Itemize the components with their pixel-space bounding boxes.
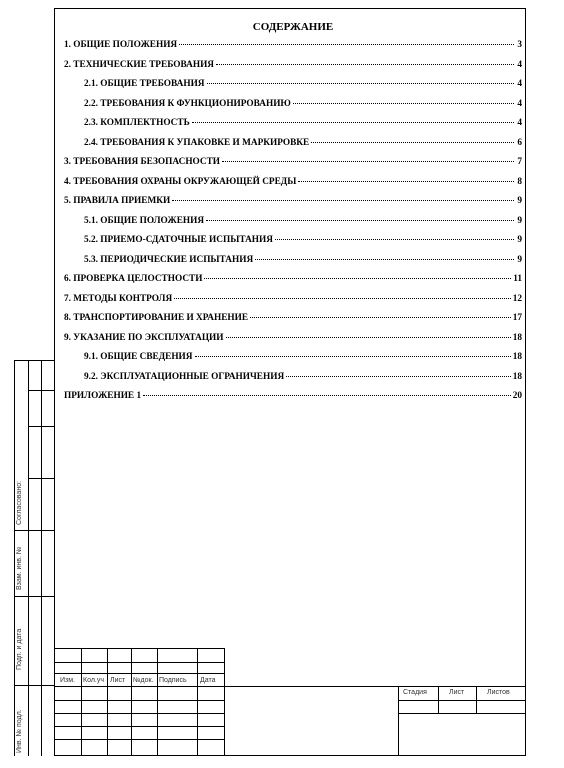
toc-entry (64, 231, 522, 251)
toc-entry-page: 4 (517, 59, 522, 70)
toc-entry-label: 2.4. ТРЕБОВАНИЯ К УПАКОВКЕ И МАРКИРОВКЕ (84, 137, 310, 148)
tb-hline-5 (54, 713, 224, 714)
toc-entry-page: 12 (512, 293, 522, 304)
toc-entry-page: 8 (517, 176, 522, 187)
tb-hline-1 (54, 648, 224, 649)
toc-leader-dots (293, 103, 514, 104)
toc-entry-label: 9.1. ОБЩИЕ СВЕДЕНИЯ (84, 352, 193, 362)
tb-vline-stage-3 (476, 686, 477, 713)
toc-entry (64, 387, 522, 407)
toc-leader-dots (298, 181, 514, 182)
toc-entry-label: 2.1. ОБЩИЕ ТРЕБОВАНИЯ (84, 79, 205, 89)
tb-vline-1 (81, 648, 82, 756)
toc-entry-label: 2.3. КОМПЛЕКТНОСТЬ (84, 118, 190, 128)
toc-entry (64, 75, 522, 95)
toc-leader-dots (195, 356, 511, 357)
toc-entry (64, 95, 522, 115)
toc-entry-page: 18 (512, 332, 522, 343)
tb-col-signature: Подпись (159, 677, 187, 684)
tb-sheet-label: Лист (449, 689, 465, 696)
side-strip-line-3 (28, 478, 54, 479)
toc-leader-dots (207, 83, 514, 84)
tb-stage-label: Стадия (403, 689, 427, 696)
toc-leader-dots (216, 64, 514, 65)
tb-col-sheet: Лист (110, 677, 126, 684)
toc-leader-dots (172, 200, 514, 201)
toc-leader-dots (222, 161, 514, 162)
toc-leader-dots (286, 376, 511, 377)
toc-leader-dots (255, 259, 514, 260)
tb-col-change: Изм. (60, 677, 75, 684)
toc-entry-page: 9 (517, 254, 522, 265)
side-label-signature-date: Подп. и дата (16, 628, 23, 670)
toc-entry-label: 9. УКАЗАНИЕ ПО ЭКСПЛУАТАЦИИ (64, 332, 224, 343)
side-label-original-inv: Инв. № подл. (16, 709, 23, 753)
toc-list (64, 36, 522, 407)
toc-entry (64, 192, 522, 212)
toc-entry (64, 114, 522, 134)
tb-vline-stage-1 (398, 686, 399, 756)
toc-entry-page: 17 (512, 313, 522, 323)
side-label-agreed: Согласовано: (16, 480, 23, 525)
side-strip-border-left (14, 360, 15, 756)
side-strip-line-2 (28, 426, 54, 427)
toc-entry-label: 5.1. ОБЩИЕ ПОЛОЖЕНИЯ (84, 215, 205, 226)
toc-entry-page: 9 (517, 196, 522, 206)
tb-hline-6 (54, 726, 224, 727)
tb-col-count: Кол.уч (83, 677, 104, 684)
side-strip-line-4 (14, 530, 54, 531)
toc-entry-page: 4 (517, 79, 522, 89)
toc-entry-label: 5.3. ПЕРИОДИЧЕСКИЕ ИСПЫТАНИЯ (84, 254, 254, 265)
tb-vline-4 (157, 648, 158, 756)
toc-entry-label: 2.2. ТРЕБОВАНИЯ К ФУНКЦИОНИРОВАНИЮ (84, 98, 291, 109)
tb-hline-stage-2 (398, 713, 526, 714)
toc-entry (64, 173, 522, 193)
toc-entry-page: 7 (517, 157, 522, 167)
tb-hline-2 (54, 662, 224, 663)
side-strip (14, 360, 54, 756)
tb-hline-main (54, 686, 526, 687)
tb-vline-5 (197, 648, 198, 756)
toc-entry (64, 329, 522, 349)
toc-entry (64, 134, 522, 154)
side-strip-line-5 (14, 596, 54, 597)
tb-hline-3 (54, 673, 224, 674)
toc-entry-label: 6. ПРОВЕРКА ЦЕЛОСТНОСТИ (64, 274, 203, 284)
tb-sheets-label: Листов (487, 689, 510, 696)
side-label-replacement-inv: Взам. инв. № (16, 546, 23, 590)
toc-entry (64, 251, 522, 271)
toc-entry (64, 348, 522, 368)
toc-entry-label: 5.2. ПРИЕМО-СДАТОЧНЫЕ ИСПЫТАНИЯ (84, 235, 273, 245)
side-strip-line-6 (14, 685, 54, 686)
toc-leader-dots (226, 337, 511, 338)
toc-leader-dots (206, 220, 514, 221)
toc-entry-label: 7. МЕТОДЫ КОНТРОЛЯ (64, 293, 173, 304)
toc-entry (64, 153, 522, 173)
toc-entry-label: 4. ТРЕБОВАНИЯ ОХРАНЫ ОКРУЖАЮЩЕЙ СРЕДЫ (64, 176, 297, 187)
toc-leader-dots (174, 298, 511, 299)
toc-leader-dots (143, 395, 511, 396)
toc-leader-dots (179, 44, 514, 45)
toc-entry-page: 3 (517, 40, 522, 50)
toc-entry-page: 4 (517, 98, 522, 109)
toc-entry-page: 11 (513, 274, 522, 284)
toc-leader-dots (204, 278, 511, 279)
toc-entry-page: 18 (512, 352, 522, 362)
toc-entry-label: 5. ПРАВИЛА ПРИЕМКИ (64, 196, 171, 206)
tb-col-date: Дата (200, 677, 216, 684)
toc-entry-label: 1. ОБЩИЕ ПОЛОЖЕНИЯ (64, 40, 178, 50)
tb-vline-3 (131, 648, 132, 756)
toc-entry-label: ПРИЛОЖЕНИЕ 1 (64, 391, 142, 401)
toc-entry (64, 270, 522, 290)
toc-entry-label: 9.2. ЭКСПЛУАТАЦИОННЫЕ ОГРАНИЧЕНИЯ (84, 371, 285, 382)
toc-entry (64, 212, 522, 232)
side-strip-divider-2 (41, 360, 42, 756)
side-strip-divider-1 (28, 360, 29, 756)
tb-hline-7 (54, 739, 224, 740)
tb-col-doc-number: №док. (133, 677, 154, 684)
toc-entry (64, 368, 522, 388)
toc-entry-page: 20 (512, 391, 522, 401)
toc-entry-label: 3. ТРЕБОВАНИЯ БЕЗОПАСНОСТИ (64, 157, 221, 167)
side-strip-top-line (14, 360, 54, 361)
toc-entry-page: 9 (517, 235, 522, 245)
toc-entry (64, 36, 522, 56)
toc-leader-dots (311, 142, 514, 143)
tb-hline-stage (398, 700, 526, 701)
tb-vline-stage-2 (438, 686, 439, 713)
tb-vline-2 (107, 648, 108, 756)
tb-vline-6 (224, 648, 225, 756)
toc-entry-page: 18 (512, 371, 522, 382)
toc-entry-page: 4 (517, 118, 522, 128)
toc-entry-label: 8. ТРАНСПОРТИРОВАНИЕ И ХРАНЕНИЕ (64, 313, 249, 323)
toc-entry (64, 290, 522, 310)
toc-entry-page: 9 (517, 215, 522, 226)
toc-leader-dots (250, 317, 511, 318)
table-of-contents (64, 18, 522, 407)
toc-entry (64, 309, 522, 329)
toc-entry (64, 56, 522, 76)
toc-leader-dots (275, 239, 514, 240)
tb-hline-4 (54, 700, 224, 701)
toc-entry-page: 6 (517, 137, 522, 148)
toc-leader-dots (192, 122, 514, 123)
toc-entry-label: 2. ТЕХНИЧЕСКИЕ ТРЕБОВАНИЯ (64, 59, 215, 70)
side-strip-line-1 (28, 390, 54, 391)
toc-title: СОДЕРЖАНИЕ (252, 21, 334, 33)
